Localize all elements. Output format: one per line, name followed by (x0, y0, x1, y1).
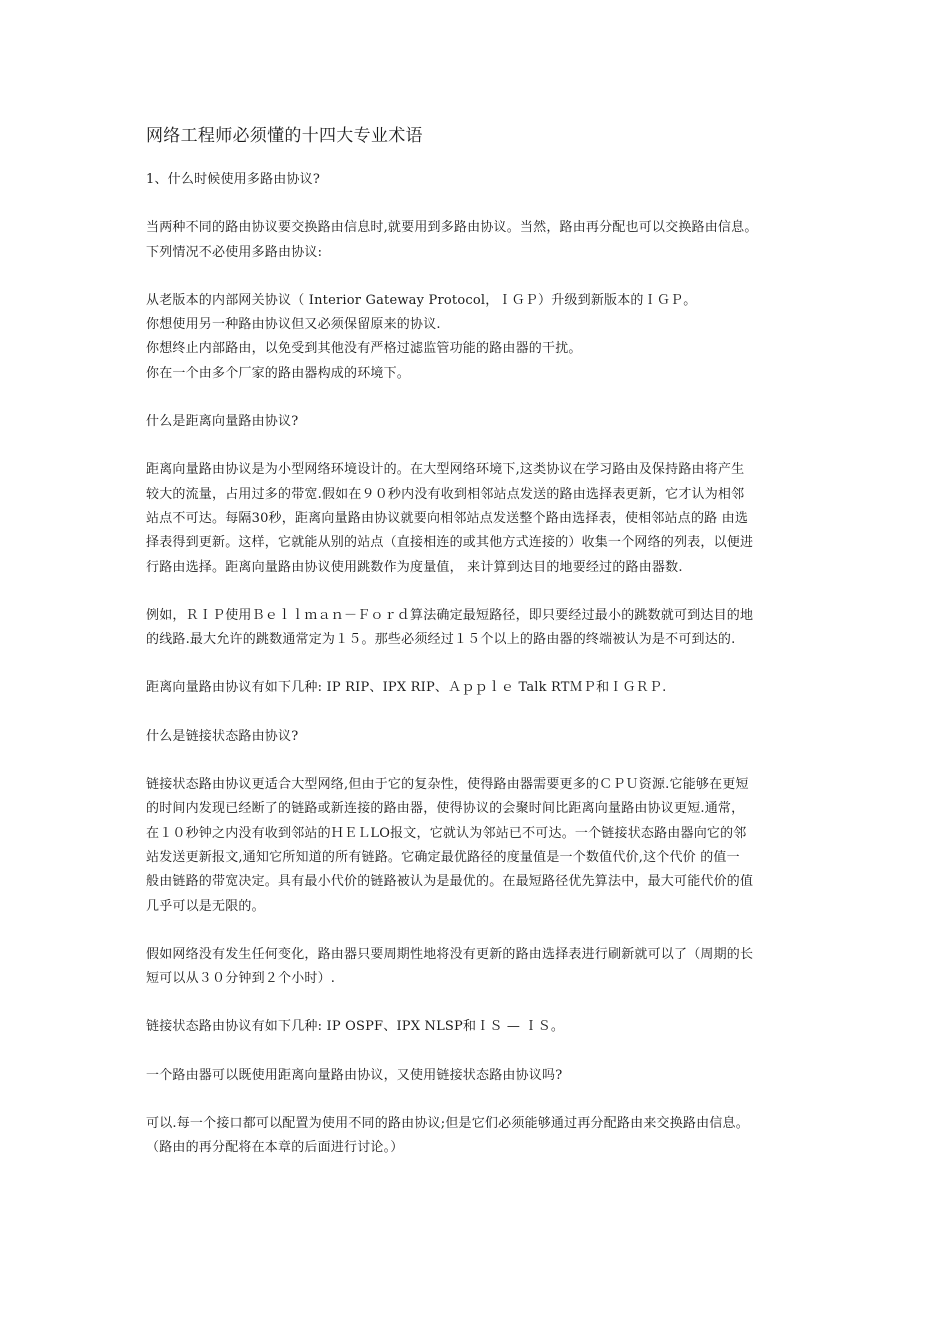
question-1-heading (146, 168, 810, 192)
paragraph-multi-protocol-intro (146, 216, 810, 265)
text-line: 什么是链接状态路由协议? (146, 728, 299, 744)
list-item: 你想终止内部路由，以免受到其他没有严格过滤监管功能的路由器的干扰。 (146, 341, 582, 357)
text-line: 般由链路的带宽决定。具有最小代价的链路被认为是最优的。在最短路径优先算法中，最大可能代价的值 (146, 874, 754, 890)
list-item: 从老版本的内部网关协议（ Interior Gateway Protocol，ＩＧＰ）升级到新版本的ＩＧＰ。 (146, 292, 697, 308)
list-item: 你想使用另一种路由协议但又必须保留原来的协议. (146, 317, 441, 333)
paragraph-periodic-refresh (146, 943, 810, 992)
text-line: 几乎可以是无限的。 (146, 898, 265, 914)
document-title: 网络工程师必须懂的十四大专业术语 (146, 126, 423, 146)
text-line: 距离向量路由协议是为小型网络环境设计的。在大型网络环境下,这类协议在学习路由及保持路由将产生 (146, 462, 745, 478)
paragraph-link-state (146, 773, 810, 919)
paragraph-both-protocols-answer (146, 1112, 810, 1161)
text-line: 当两种不同的路由协议要交换路由信息时,就要用到多路由协议。当然，路由再分配也可以交换路由信息。 (146, 220, 758, 236)
text-line: 行路由选择。距离向量路由协议使用跳数作为度量值， 来计算到达目的地要经过的路由器数. (146, 559, 683, 575)
text-line: 例如，ＲＩＰ使用Ｂｅｌｌｍａｎ－Ｆｏｒｄ算法确定最短路径，即只要经过最小的跳数就可到达目的地 (146, 607, 754, 623)
text-line: （路由的再分配将在本章的后面进行讨论。） (146, 1140, 404, 1156)
text-line: 1、什么时候使用多路由协议? (146, 172, 321, 187)
question-distance-vector-heading (146, 410, 810, 434)
text-line: 的时间内发现已经断了的链路或新连接的路由器，使得协议的会聚时间比距离向量路由协议更短.通常， (146, 801, 745, 817)
paragraph-distance-vector (146, 458, 810, 579)
text-line: 较大的流量，占用过多的带宽.假如在９０秒内没有收到相邻站点发送的路由选择表更新，它才认为相邻 (146, 486, 745, 502)
text-line: 距离向量路由协议有如下几种: IP RIP、IPX RIP、Ａｐｐｌｅ Talk RTＭＰ和ＩＧＲＰ. (146, 680, 667, 696)
text-line: 链接状态路由协议有如下几种: IP OSPF、IPX NLSP和ＩＳ — ＩＳ。 (146, 1019, 565, 1035)
paragraph-rip-example (146, 604, 810, 653)
question-both-protocols-heading (146, 1064, 810, 1088)
text-line: 的线路.最大允许的跳数通常定为１５。那些必须经过１５个以上的路由器的终端被认为是不可到达的. (146, 632, 736, 648)
text-line: 链接状态路由协议更适合大型网络,但由于它的复杂性，使得路由器需要更多的ＣＰＵ资源.它能够在更短 (146, 777, 749, 793)
text-line: 在１０秒钟之内没有收到邻站的ＨＥＬLO报文，它就认为邻站已不可达。一个链接状态路由器向它的邻 (146, 825, 747, 841)
text-line: 可以.每一个接口都可以配置为使用不同的路由协议;但是它们必须能够通过再分配路由来交换路由信息。 (146, 1116, 749, 1132)
paragraph-distance-vector-types (146, 676, 810, 700)
paragraph-link-state-types (146, 1015, 810, 1039)
text-line: 站发送更新报文,通知它所知道的所有链路。它确定最优路径的度量值是一个数值代价,这个代价 的值一 (146, 849, 740, 865)
question-link-state-heading (146, 725, 810, 749)
text-line: 一个路由器可以既使用距离向量路由协议，又使用链接状态路由协议吗? (146, 1067, 563, 1083)
paragraph-cases-list (146, 289, 810, 386)
text-line: 假如网络没有发生任何变化，路由器只要周期性地将没有更新的路由选择表进行刷新就可以了（周期的长 (146, 946, 754, 962)
text-line: 短可以从３０分钟到２个小时）. (146, 971, 336, 987)
text-line: 择表得到更新。这样，它就能从别的站点（直接相连的或其他方式连接的）收集一个网络的列表，以便进 (146, 535, 754, 551)
text-line: 站点不可达。每隔30秒，距离向量路由协议就要向相邻站点发送整个路由选择表，使相邻站点的路 由选 (146, 510, 749, 526)
document-page (146, 122, 810, 1185)
list-item: 你在一个由多个厂家的路由器构成的环境下。 (146, 365, 411, 381)
text-line: 下列情况不必使用多路由协议: (146, 244, 323, 260)
text-line: 什么是距离向量路由协议? (146, 414, 299, 430)
